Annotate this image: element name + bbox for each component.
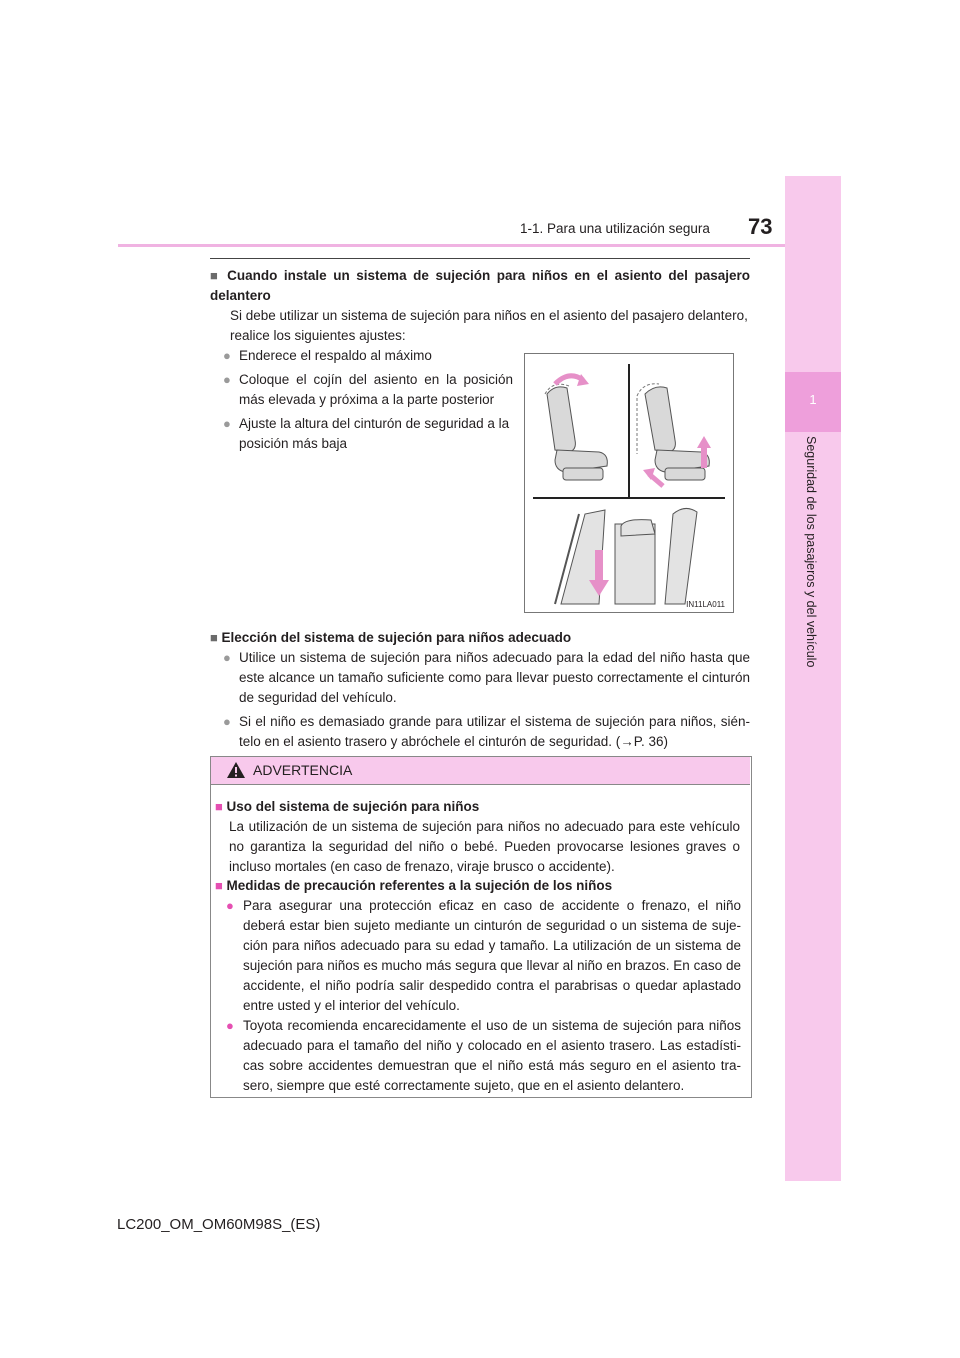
- warning-triangle-icon: [226, 761, 246, 779]
- square-bullet-icon: ■: [215, 799, 227, 814]
- section1-heading: [210, 266, 750, 306]
- section2-title: Elección del sistema de sujeción para niños adecuado: [221, 630, 572, 645]
- square-bullet-icon: ■: [210, 630, 222, 645]
- warning-sub2-bullet: ● Para asegurar una protección eficaz en caso de accidente o frenazo, el niño deberá estar bien sujeto mediante un cinturón de seguridad o un sistema de suje-ción para niños adecuado para su edad y tamaño. La utilización de un sistema de sujeción para niños es mucho más segura que llevar al niño en brazos. En caso de accidente, el niño podría salir despedido contra el parabrisas o quedar aplastado entre usted y el interior del vehículo.: [226, 898, 741, 1013]
- section2-bullet: ● Utilice un sistema de sujeción para niños adecuado para la edad del niño hasta que este alcance un tamaño suficiente como para llevar puesto correctamente el cinturón de seguridad del vehículo.: [223, 650, 750, 705]
- section1-title: Cuando instale un sistema de sujeción para niños en el asiento del pasajero delantero: [210, 268, 750, 303]
- circle-bullet-icon: ●: [223, 348, 231, 363]
- chapter-number: 1: [809, 392, 817, 407]
- warning-sub1-title: Uso del sistema de sujeción para niños: [226, 799, 480, 814]
- circle-bullet-icon: ●: [223, 416, 231, 431]
- seat-illustration: [525, 354, 733, 612]
- warning-sub2-title: Medidas de precaución referentes a la sujeción de los niños: [226, 878, 613, 893]
- section-header: 1-1. Para una utilización segura: [520, 221, 710, 236]
- warning-title: ADVERTENCIA: [253, 762, 353, 778]
- section2-bullet: ● Si el niño es demasiado grande para utilizar el sistema de sujeción para niños, sién-telo en el asiento trasero y abróchele el cinturón de seguridad. (→P. 36): [223, 714, 750, 749]
- section1-bullet: ● Ajuste la altura del cinturón de seguridad a la posición más baja: [223, 416, 510, 451]
- warning-sub2-heading: [215, 876, 740, 896]
- header-rule: [118, 244, 786, 247]
- circle-bullet-icon: ●: [226, 1018, 234, 1033]
- warning-sub2-bullet: ● Toyota recomienda encarecidamente el uso de un sistema de sujeción para niños adecuado para el tamaño del niño y colocado en el asiento trasero. Las estadísti-cas sobre accidentes demuestran que el niño está más seguro en el asiento tra-sero, siempre que esté correctamente sujeto, que en el asiento delantero.: [226, 1018, 741, 1093]
- document-code: LC200_OM_OM60M98S_(ES): [117, 1216, 321, 1233]
- section1-bullet: ● Coloque el cojín del asiento en la posición más elevada y próxima a la parte posterior: [223, 372, 513, 407]
- section1-bullet: ● Enderece el respaldo al máximo: [223, 348, 432, 363]
- square-bullet-icon: ■: [215, 878, 227, 893]
- page-number: 73: [748, 214, 773, 239]
- chapter-title: Seguridad de los pasajeros y del vehículo: [804, 436, 818, 668]
- section2-heading: [210, 628, 750, 648]
- figure-code: IN11LA011: [686, 600, 725, 609]
- square-bullet-icon: ■: [210, 268, 228, 283]
- warning-sub1-text: La utilización de un sistema de sujeción para niños no adecuado para este vehículo no garantiza la seguridad del niño o bebé. Pueden provocarse lesiones graves o incluso mortales (en caso de frenazo, viraje brusco o accidente).: [229, 819, 740, 874]
- content-rule: [210, 258, 750, 259]
- circle-bullet-icon: ●: [223, 372, 231, 387]
- warning-sub1-heading: [215, 797, 740, 817]
- section1-intro: Si debe utilizar un sistema de sujeción para niños en el asiento del pasajero delantero, realice los siguientes ajustes:: [230, 308, 748, 343]
- seat-adjustment-figure: [524, 353, 734, 613]
- circle-bullet-icon: ●: [226, 898, 234, 913]
- circle-bullet-icon: ●: [223, 650, 231, 665]
- circle-bullet-icon: ●: [223, 714, 231, 729]
